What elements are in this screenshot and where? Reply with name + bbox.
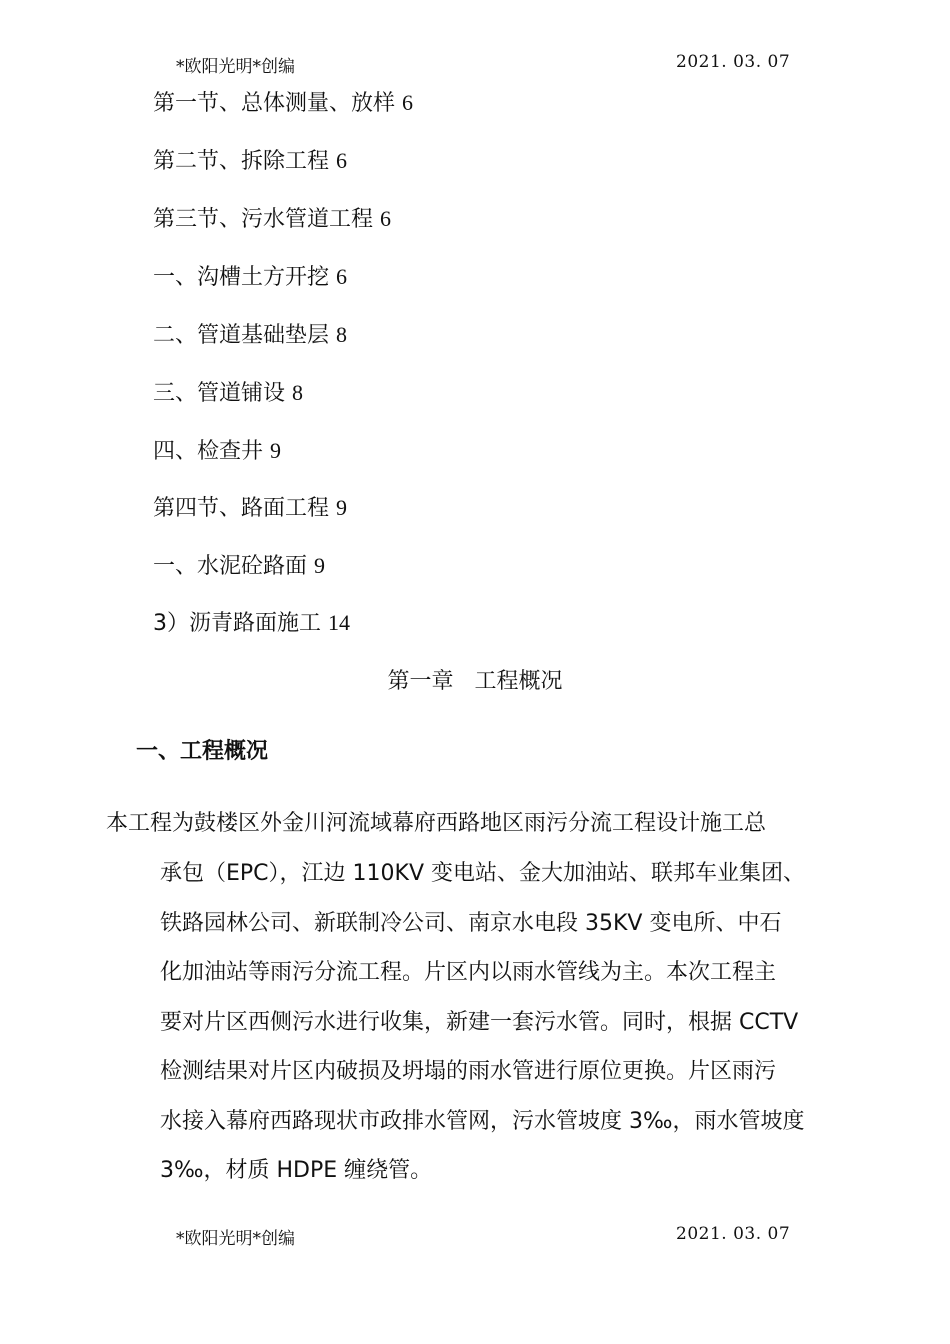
paragraph-line: 水接入幕府西路现状市政排水管网，污水管坡度 3‰，雨水管坡度: [160, 1109, 805, 1134]
toc-item[interactable]: [153, 549, 325, 580]
toc-item-label: 三、管道铺设: [153, 381, 286, 406]
toc-item-page: 8: [336, 322, 348, 347]
toc-item-page: 6: [336, 264, 348, 289]
toc-item-label: 第二节、拆除工程: [153, 149, 330, 174]
paragraph-line: 本工程为鼓楼区外金川河流域幕府西路地区雨污分流工程设计施工总: [106, 811, 767, 836]
toc-item-page: 6: [336, 148, 348, 173]
toc-item-page: 14: [328, 610, 350, 635]
header-date: 2021. 03. 07: [676, 52, 791, 72]
toc-item-page: 9: [270, 438, 282, 463]
header-author: *欧阳光明*创编: [176, 57, 295, 77]
toc-item[interactable]: [153, 491, 347, 522]
toc-item-page: 6: [380, 206, 392, 231]
toc-item-label: 一、沟槽土方开挖: [153, 265, 330, 290]
toc-item-page: 6: [402, 90, 414, 115]
toc-item[interactable]: [153, 376, 303, 407]
toc-item-label: 3）沥青路面施工: [153, 611, 321, 636]
footer-author: *欧阳光明*创编: [176, 1229, 295, 1249]
toc-item[interactable]: [153, 202, 391, 233]
toc-item-label: 四、检查井: [153, 439, 264, 464]
paragraph-line: 铁路园林公司、新联制冷公司、南京水电段 35KV 变电所、中石: [160, 911, 782, 936]
toc-item-page: 8: [292, 380, 304, 405]
toc-item-label: 第一节、总体测量、放样: [153, 91, 396, 116]
section-title: 一、工程概况: [136, 739, 269, 764]
toc-item-page: 9: [336, 495, 348, 520]
toc-item-label: 二、管道基础垫层: [153, 323, 330, 348]
toc-item[interactable]: [153, 318, 347, 349]
paragraph-line: 承包（EPC），江边 110KV 变电站、金大加油站、联邦车业集团、: [160, 861, 805, 886]
toc-item[interactable]: [153, 144, 347, 175]
paragraph-line: 检测结果对片区内破损及坍塌的雨水管进行原位更换。片区雨污: [160, 1059, 777, 1084]
toc-item[interactable]: [153, 606, 350, 637]
toc-item-page: 9: [314, 553, 326, 578]
paragraph-line: 3‰，材质 HDPE 缠绕管。: [160, 1158, 433, 1183]
toc-item-label: 第三节、污水管道工程: [153, 207, 374, 232]
toc-item[interactable]: [153, 434, 281, 465]
toc-item[interactable]: [153, 260, 347, 291]
paragraph-line: 要对片区西侧污水进行收集，新建一套污水管。同时，根据 CCTV: [160, 1010, 799, 1035]
chapter-title: 第一章 工程概况: [387, 669, 563, 694]
toc-item[interactable]: [153, 86, 413, 117]
paragraph-line: 化加油站等雨污分流工程。片区内以雨水管线为主。本次工程主: [160, 960, 777, 985]
toc-item-label: 一、水泥砼路面: [153, 554, 308, 579]
toc-item-label: 第四节、路面工程: [153, 496, 330, 521]
footer-date: 2021. 03. 07: [676, 1224, 791, 1244]
